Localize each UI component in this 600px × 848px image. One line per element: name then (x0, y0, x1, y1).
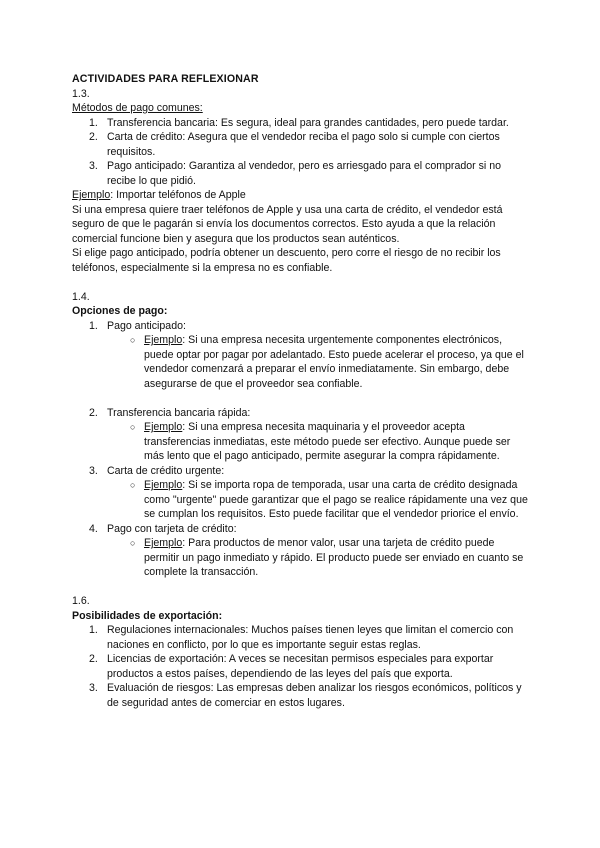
example-heading (72, 188, 532, 203)
spacer (72, 275, 532, 290)
item-text: Transferencia bancaria: Es segura, ideal para grandes cantidades, pero puede tardar. (107, 116, 509, 129)
section-1-4 (72, 290, 532, 580)
item-text: Pago anticipado: Garantiza al vendedor, pero es arriesgado para el comprador si no recibe lo que pidió. (107, 160, 501, 187)
example-label: Ejemplo (144, 334, 183, 346)
list-item (72, 652, 532, 681)
item-number: 1. (89, 116, 98, 129)
list-item (72, 464, 532, 479)
sub-item (72, 536, 532, 580)
bullet-icon: ○ (130, 538, 136, 548)
item-number: 3. (89, 682, 98, 694)
section-1-6 (72, 594, 532, 710)
example-label: Ejemplo (144, 479, 183, 491)
section-subtitle: Opciones de pago: (72, 305, 168, 317)
example-label: Ejemplo (144, 421, 183, 433)
paragraph: Si elige pago anticipado, podría obtener un descuento, pero corre el riesgo de no recibir los teléfonos, especialmente si la empresa no es confiable. (72, 247, 501, 274)
paragraph: Si una empresa quiere traer teléfonos de Apple y usa una carta de crédito, el vendedor está seguro de que le pagarán si envía los documentos correctos. Esto ayuda a que la relación comercial funcione bien y asegura que los productos sean auténticos. (72, 203, 503, 245)
section-number: 1.3. (72, 87, 90, 100)
item-number: 1. (89, 624, 98, 636)
section-number: 1.4. (72, 290, 90, 303)
list-item (72, 116, 532, 131)
item-text: Licencias de exportación: A veces se necesitan permisos especiales para exportar productos a estos países, dependiendo de las leyes del país que exporta. (107, 653, 494, 680)
example-label: Ejemplo (144, 537, 183, 549)
section-1-3 (72, 87, 532, 276)
section-number: 1.6. (72, 595, 90, 607)
example-title: : Importar teléfonos de Apple (110, 189, 246, 201)
sub-item (72, 420, 532, 464)
bullet-icon: ○ (130, 422, 136, 432)
list-item (72, 681, 532, 710)
bullet-icon: ○ (130, 335, 136, 345)
section-subtitle: Posibilidades de exportación: (72, 609, 223, 622)
list-item (72, 406, 532, 421)
item-number: 3. (89, 464, 98, 477)
sub-item (72, 333, 532, 391)
spacer (72, 391, 532, 406)
item-text: Evaluación de riesgos: Las empresas deben analizar los riesgos económicos, políticos y de seguridad antes de comerciar en estos lugares. (107, 682, 522, 709)
sub-item (72, 478, 532, 522)
item-number: 2. (89, 653, 98, 665)
item-number: 1. (89, 319, 98, 332)
item-number: 3. (89, 160, 98, 172)
list-item (72, 319, 532, 334)
item-number: 2. (89, 406, 98, 419)
bullet-icon: ○ (130, 480, 136, 490)
example-text: : Si se importa ropa de temporada, usar una carta de crédito designada como "urgente" puede garantizar que el pago se realice rápidamente una vez que se cumplan los requisitos. Esto puede facilitar que el vendedor priorice el envío. (144, 479, 528, 520)
list-item (72, 522, 532, 537)
example-label: Ejemplo (72, 189, 111, 201)
spacer (72, 580, 532, 595)
item-text: Carta de crédito urgente: (107, 464, 225, 477)
page-title: ACTIVIDADES PARA REFLEXIONAR (72, 73, 259, 85)
item-text: Pago con tarjeta de crédito: (107, 522, 237, 535)
item-text: Pago anticipado: (107, 319, 186, 332)
item-number: 2. (89, 131, 98, 143)
list-item (72, 130, 532, 159)
example-text: : Si una empresa necesita maquinaria y el proveedor acepta transferencias inmediatas, este método puede ser efectivo. Aunque puede ser más lento que el pago anticipado, permite asegurar la compra rápidamente. (144, 421, 511, 462)
item-text: Regulaciones internacionales: Muchos países tienen leyes que limitan el comercio con naciones en conflicto, por lo que es importante seguir estas reglas. (107, 624, 514, 651)
document-content (72, 72, 532, 710)
example-text: : Para productos de menor valor, usar una tarjeta de crédito puede permitir un pago inmediato y rápido. El producto puede ser enviado en cuanto se complete la transacción. (144, 537, 524, 578)
item-text: Transferencia bancaria rápida: (107, 406, 251, 419)
section-subtitle: Métodos de pago comunes: (72, 102, 203, 114)
example-text: : Si una empresa necesita urgentemente componentes electrónicos, puede optar por pagar por adelantado. Esto puede acelerar el proceso, ya que el vendedor comenzará a preparar el envío inmediatamente. Sin embargo, debe asegurarse de que el proveedor sea confiable. (144, 334, 524, 390)
list-item (72, 623, 532, 652)
item-number: 4. (89, 522, 98, 535)
item-text: Carta de crédito: Asegura que el vendedor reciba el pago solo si cumple con ciertos requisitos. (107, 131, 500, 158)
list-item (72, 159, 532, 188)
